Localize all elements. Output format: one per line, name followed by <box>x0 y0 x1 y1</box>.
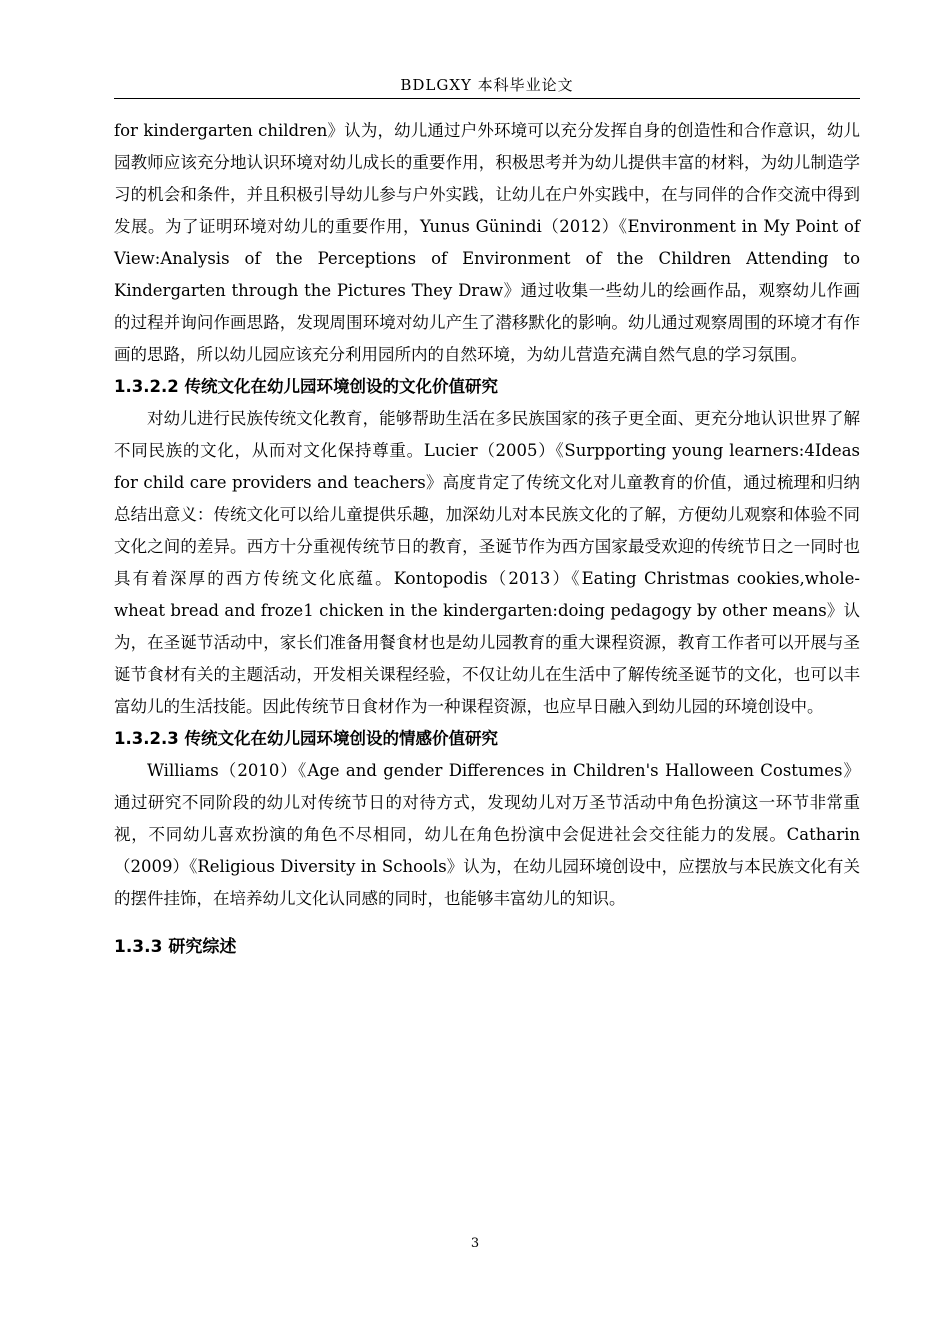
page-number: 3 <box>470 1236 480 1251</box>
section-heading-1-3-2-2: 1.3.2.2 传统文化在幼儿园环境创设的文化价值研究 <box>114 377 498 396</box>
paragraph-cultural-value: 对幼儿进行民族传统文化教育，能够帮助生活在多民族国家的孩子更全面、更充分地认识世界了解不同民族的文化，从而对文化保持尊重。Lucier（2005）《Surpporting young learners:4Ideas for child care providers and teachers》高度肯定了传统文化对儿童教育的价值，通过梳理和归纳总结出意义：传统文化可以给儿童提供乐趣，加深幼儿对本民族文化的了解，方便幼儿观察和体验不同文化之间的差异。西方十分重视传统节日的教育，圣诞节作为西方国家最受欢迎的传统节日之一同时也具有着深厚的西方传统文化底蕴。Kontopodis（2013）《Eating Christmas cookies,whole-wheat bread and froze1 chicken in the kindergarten:doing pedagogy by other means》认为，在圣诞节活动中，家长们准备用餐食材也是幼儿园教育的重大课程资源，教育工作者可以开展与圣诞节食材有关的主题活动，开发相关课程经验，不仅让幼儿在生活中了解传统圣诞节的文化，也可以丰富幼儿的生活技能。因此传统节日食材作为一种课程资源，也应早日融入到幼儿园的环境创设中。 <box>114 409 860 716</box>
header-rule <box>114 98 860 99</box>
section-heading-1-3-2-3: 1.3.2.3 传统文化在幼儿园环境创设的情感价值研究 <box>114 729 498 748</box>
section-heading-1-3-3: 1.3.3 研究综述 <box>114 937 237 957</box>
page-header: BDLGXY 本科毕业论文 <box>400 76 574 94</box>
paragraph-continued: for kindergarten children》认为，幼儿通过户外环境可以充分发挥自身的创造性和合作意识，幼儿园教师应该充分地认识环境对幼儿成长的重要作用，积极思考并为幼儿提供丰富的材料，为幼儿制造学习的机会和条件，并且积极引导幼儿参与户外实践，让幼儿在户外实践中，在与同伴的合作交流中得到发展。为了证明环境对幼儿的重要作用，Yunus Günindi（2012）《Environment in My Point of View:Analysis of the Perceptions of Environment of the Children Attending to Kindergarten through the Pictures They Draw》通过收集一些幼儿的绘画作品，观察幼儿作画的过程并询问作画思路，发现周围环境对幼儿产生了潜移默化的影响。幼儿通过观察周围的环境才有作画的思路，所以幼儿园应该充分利用园所内的自然环境，为幼儿营造充满自然气息的学习氛围。 <box>114 121 860 364</box>
paragraph-emotional-value: Williams（2010）《Age and gender Differences in Children's Halloween Costumes》通过研究不同阶段的幼儿对传统节日的对待方式，发现幼儿对万圣节活动中角色扮演这一环节非常重视，不同幼儿喜欢扮演的角色不尽相同，幼儿在角色扮演中会促进社会交往能力的发展。Catharin（2009）《Religious Diversity in Schools》认为，在幼儿园环境创设中，应摆放与本民族文化有关的摆件挂饰，在培养幼儿文化认同感的同时，也能够丰富幼儿的知识。 <box>114 761 860 908</box>
page-body <box>114 115 860 963</box>
